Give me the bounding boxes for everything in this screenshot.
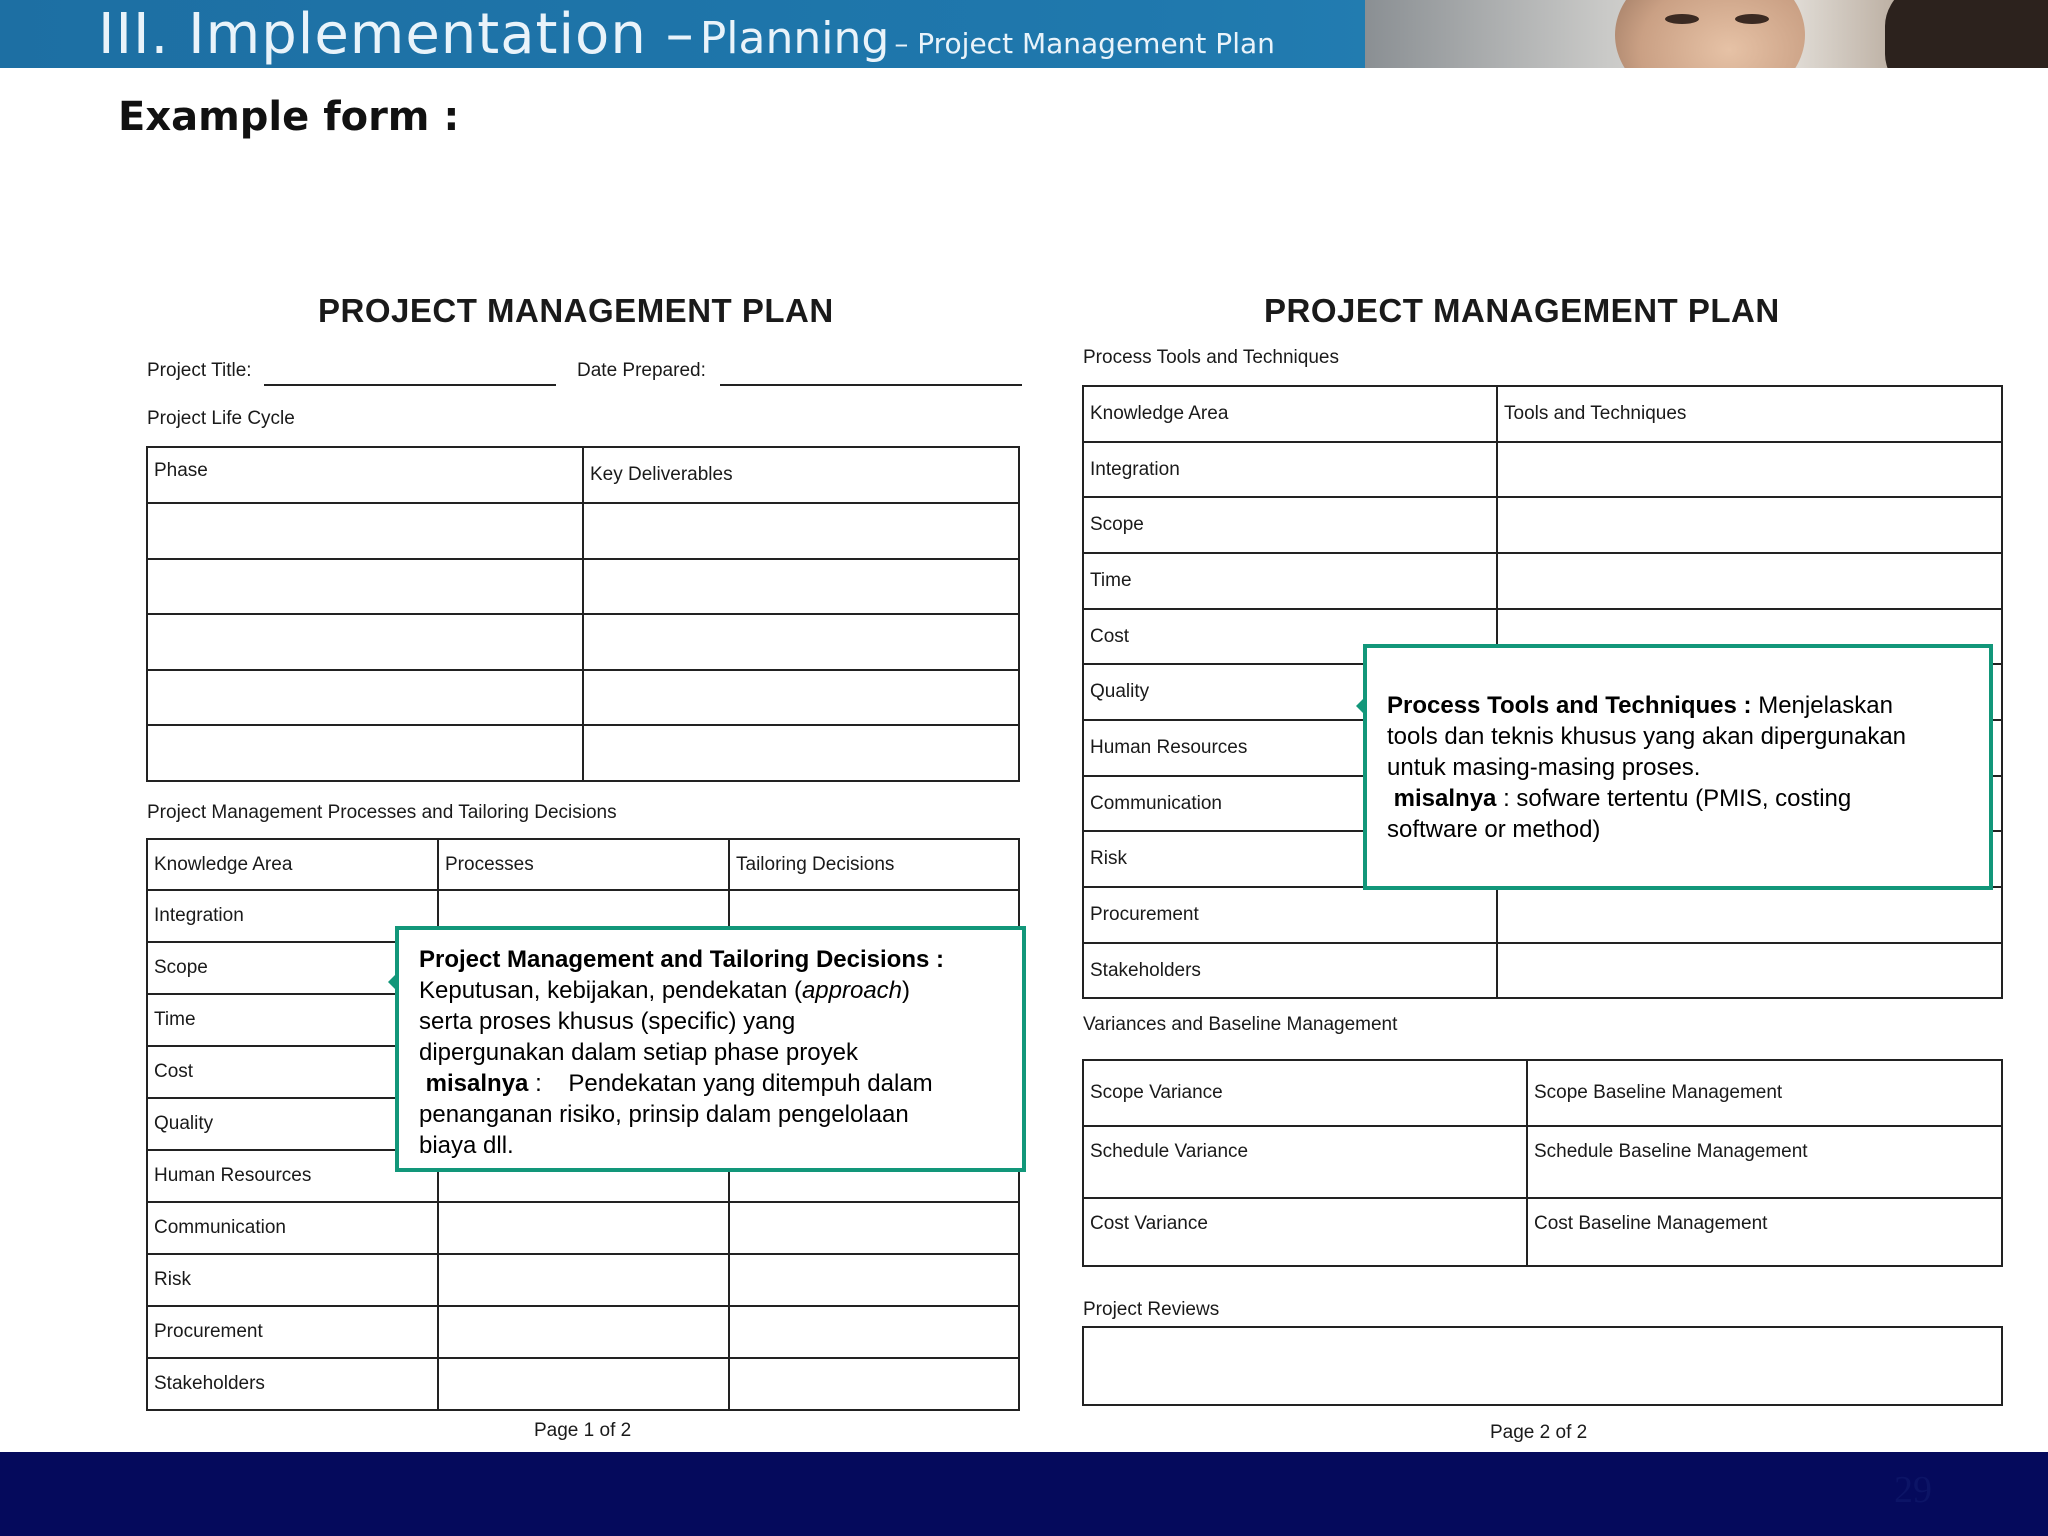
page1-title: PROJECT MANAGEMENT PLAN	[318, 292, 834, 329]
knowledge-area-cell: Cost	[1083, 609, 1497, 664]
title-sub2: – Project Management Plan	[894, 27, 1275, 60]
processes-cell[interactable]	[438, 1254, 729, 1306]
baseline-cell: Schedule Baseline Management	[1527, 1126, 2002, 1198]
reviews-cell[interactable]	[1083, 1327, 2002, 1405]
callout-text: dipergunakan dalam setiap phase proyek	[419, 1039, 858, 1066]
knowledge-area-cell: Time	[1083, 553, 1497, 609]
callout-text: )	[902, 977, 911, 1004]
phase-cell[interactable]	[147, 559, 583, 614]
callout-pointer	[388, 972, 398, 992]
reviews-label: Project Reviews	[1083, 1299, 1220, 1320]
tools-cell[interactable]	[1497, 442, 2002, 497]
knowledge-area-cell: Time	[147, 994, 438, 1046]
table-row	[147, 1254, 1019, 1306]
table-row	[1083, 442, 2002, 497]
page2-number: Page 2 of 2	[1490, 1422, 1588, 1443]
callout-heading: Project Management and Tailoring Decisions :	[419, 946, 944, 973]
processes-cell[interactable]	[438, 1306, 729, 1358]
project-title-label: Project Title:	[147, 360, 252, 381]
table-header-row	[1083, 386, 2002, 442]
tailoring-decisions-callout	[395, 926, 1026, 1172]
project-title-field[interactable]	[264, 384, 556, 386]
knowledge-area-cell: Cost	[147, 1046, 438, 1098]
knowledge-area-cell: Integration	[1083, 442, 1497, 497]
header-bar	[0, 0, 2048, 68]
processes-label: Project Management Processes and Tailoring Decisions	[147, 802, 617, 823]
variance-cell: Schedule Variance	[1083, 1126, 1527, 1198]
table-row	[1083, 553, 2002, 609]
tools-cell[interactable]	[1497, 887, 2002, 943]
table-row	[147, 725, 1019, 781]
table-row	[1083, 887, 2002, 943]
knowledge-area-cell: Communication	[147, 1202, 438, 1254]
knowledge-area-cell: Stakeholders	[1083, 943, 1497, 998]
date-prepared-label: Date Prepared:	[577, 360, 706, 381]
knowledge-area-cell: Integration	[147, 890, 438, 942]
callout-text: biaya dll.	[419, 1132, 514, 1159]
table-row	[147, 1358, 1019, 1410]
page1-number: Page 1 of 2	[534, 1420, 632, 1441]
slide-number: 29	[1894, 1469, 1932, 1511]
date-prepared-field[interactable]	[720, 384, 1022, 386]
table-row	[147, 559, 1019, 614]
deliverables-cell[interactable]	[583, 725, 1019, 781]
face-image	[1615, 0, 1805, 68]
table-row	[147, 614, 1019, 670]
callout-text: :	[528, 1070, 542, 1097]
knowledge-area-cell: Procurement	[147, 1306, 438, 1358]
tailoring-header: Tailoring Decisions	[729, 839, 1019, 890]
table-header-row	[147, 839, 1019, 890]
slide-title	[98, 2, 1275, 66]
callout-text: Pendekatan yang ditempuh dalam	[568, 1070, 933, 1097]
tailoring-cell[interactable]	[729, 1358, 1019, 1410]
processes-cell[interactable]	[438, 1358, 729, 1410]
table-header-row	[147, 447, 1019, 503]
tools-cell[interactable]	[1497, 497, 2002, 553]
life-cycle-table	[146, 446, 1020, 782]
knowledge-area-cell: Scope	[1083, 497, 1497, 553]
variances-table	[1082, 1059, 2003, 1267]
baseline-cell: Scope Baseline Management	[1527, 1060, 2002, 1126]
eye-left	[1665, 14, 1699, 24]
knowledge-area-cell: Quality	[1083, 664, 1497, 720]
eye-right	[1735, 14, 1769, 24]
callout-text: Menjelaskan	[1758, 692, 1893, 719]
callout-text: Keputusan, kebijakan, pendekatan (	[419, 977, 802, 1004]
callout-text: penanganan risiko, prinsip dalam pengelolaan	[419, 1101, 909, 1128]
table-row	[1083, 1198, 2002, 1266]
page2-title: PROJECT MANAGEMENT PLAN	[1264, 292, 1780, 329]
processes-header: Processes	[438, 839, 729, 890]
phase-cell[interactable]	[147, 503, 583, 559]
deliverables-cell[interactable]	[583, 559, 1019, 614]
knowledge-area-cell: Procurement	[1083, 887, 1497, 943]
table-row	[147, 503, 1019, 559]
knowledge-area-cell: Human Resources	[1083, 720, 1497, 776]
knowledge-area-header: Knowledge Area	[147, 839, 438, 890]
tools-techniques-callout	[1363, 644, 1993, 890]
callout-text: : sofware tertentu (PMIS, costing	[1496, 785, 1852, 812]
reviews-table	[1082, 1326, 2003, 1406]
table-row	[147, 1306, 1019, 1358]
callout-text: serta proses khusus (specific) yang	[419, 1008, 796, 1035]
tools-header: Tools and Techniques	[1497, 386, 2002, 442]
phase-cell[interactable]	[147, 725, 583, 781]
callout-example-label: misalnya	[1393, 785, 1497, 812]
table-row	[147, 1202, 1019, 1254]
callout-heading: Process Tools and Techniques :	[1387, 692, 1752, 719]
knowledge-area-cell: Human Resources	[147, 1150, 438, 1202]
variance-cell: Cost Variance	[1083, 1198, 1527, 1266]
tools-label: Process Tools and Techniques	[1083, 347, 1339, 368]
deliverables-header: Key Deliverables	[583, 447, 1019, 503]
variance-cell: Scope Variance	[1083, 1060, 1527, 1126]
tailoring-cell[interactable]	[729, 1306, 1019, 1358]
processes-cell[interactable]	[438, 1202, 729, 1254]
subheading: Example form :	[118, 94, 460, 140]
knowledge-area-cell: Risk	[147, 1254, 438, 1306]
knowledge-area-cell: Stakeholders	[147, 1358, 438, 1410]
tools-cell[interactable]	[1497, 553, 2002, 609]
callout-text: untuk masing-masing proses.	[1387, 754, 1701, 781]
life-cycle-label: Project Life Cycle	[147, 408, 295, 429]
knowledge-area-cell: Scope	[147, 942, 438, 994]
deliverables-cell[interactable]	[583, 503, 1019, 559]
knowledge-area-cell: Quality	[147, 1098, 438, 1150]
knowledge-area-cell: Communication	[1083, 776, 1497, 831]
phase-cell[interactable]	[147, 670, 583, 725]
table-row	[1083, 1126, 2002, 1198]
phase-header: Phase	[147, 447, 583, 503]
callout-example-label: misalnya	[425, 1070, 529, 1097]
table-row	[147, 670, 1019, 725]
hair-image	[1885, 0, 2048, 68]
table-row	[1083, 943, 2002, 998]
table-row	[1083, 1327, 2002, 1405]
tailoring-cell[interactable]	[729, 1254, 1019, 1306]
deliverables-cell[interactable]	[583, 670, 1019, 725]
knowledge-area-cell: Risk	[1083, 831, 1497, 887]
callout-text: tools dan teknis khusus yang akan dipergunakan	[1387, 723, 1907, 750]
tools-cell[interactable]	[1497, 943, 2002, 998]
header-photo	[1365, 0, 2048, 68]
footer-bar	[0, 1452, 2048, 1536]
callout-text: software or method)	[1387, 816, 1601, 843]
title-sub: Planning	[699, 13, 890, 64]
deliverables-cell[interactable]	[583, 614, 1019, 670]
table-row	[1083, 1060, 2002, 1126]
tailoring-cell[interactable]	[729, 1202, 1019, 1254]
callout-pointer	[1356, 696, 1366, 716]
table-row	[1083, 497, 2002, 553]
baseline-cell: Cost Baseline Management	[1527, 1198, 2002, 1266]
knowledge-area-header: Knowledge Area	[1083, 386, 1497, 442]
title-main: III. Implementation –	[98, 2, 695, 67]
phase-cell[interactable]	[147, 614, 583, 670]
variances-label: Variances and Baseline Management	[1083, 1014, 1398, 1035]
callout-text-italic: approach	[801, 977, 903, 1004]
